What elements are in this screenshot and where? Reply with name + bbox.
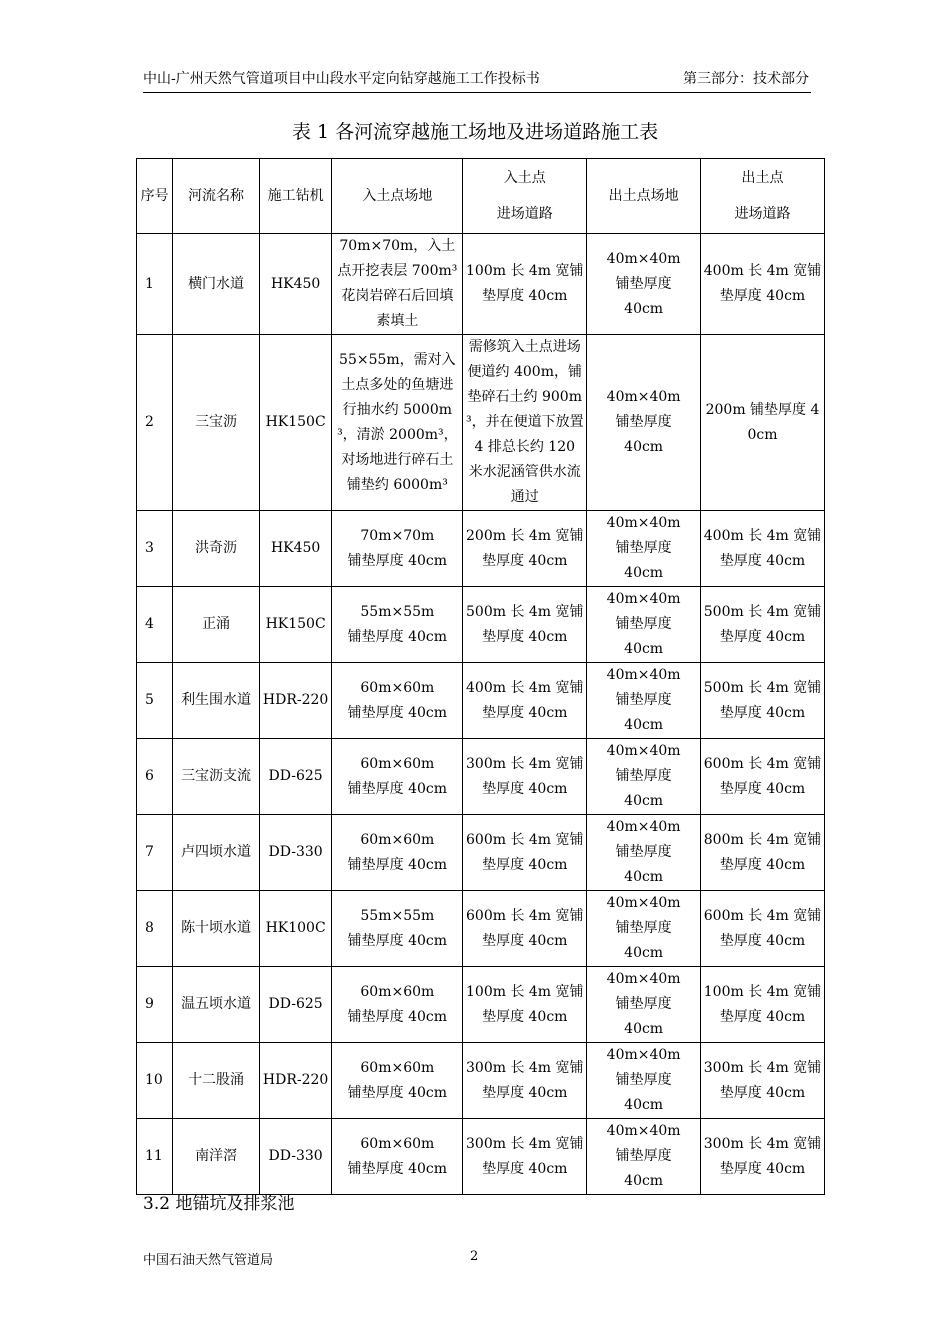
table-cell: 5 [137, 663, 173, 739]
table-cell: 100m 长 4m 宽铺垫厚度 40cm [463, 967, 587, 1043]
table-cell: 10 [137, 1043, 173, 1119]
table-cell: 40m×40m 铺垫厚度 40cm [587, 967, 701, 1043]
table-row [137, 967, 825, 1043]
table-cell: 55m×55m 铺垫厚度 40cm [332, 891, 463, 967]
table-cell: 70m×70m，入土点开挖表层 700m³花岗岩碎石后回填素填土 [332, 234, 463, 335]
table-cell: 洪奇沥 [173, 511, 260, 587]
table-cell: 500m 长 4m 宽铺垫厚度 40cm [701, 587, 825, 663]
table-cell: 300m 长 4m 宽铺垫厚度 40cm [463, 1119, 587, 1195]
table-cell: 40m×40m 铺垫厚度 40cm [587, 891, 701, 967]
table-cell: HDR-220 [259, 663, 332, 739]
table-cell: 8 [137, 891, 173, 967]
table-cell: DD-330 [259, 815, 332, 891]
table-cell: 40m×40m 铺垫厚度 40cm [587, 739, 701, 815]
table-cell: 100m 长 4m 宽铺垫厚度 40cm [463, 234, 587, 335]
table-cell: 40m×40m 铺垫厚度 40cm [587, 234, 701, 335]
table-cell: 800m 长 4m 宽铺垫厚度 40cm [701, 815, 825, 891]
table-cell: 600m 长 4m 宽铺垫厚度 40cm [463, 891, 587, 967]
table-cell: 70m×70m 铺垫厚度 40cm [332, 511, 463, 587]
table-cell: 40m×40m 铺垫厚度 40cm [587, 1119, 701, 1195]
table-cell: 温五顷水道 [173, 967, 260, 1043]
table-cell: 3 [137, 511, 173, 587]
table-cell: 400m 长 4m 宽铺垫厚度 40cm [701, 511, 825, 587]
column-header: 序号 [137, 159, 173, 234]
table-cell: 600m 长 4m 宽铺垫厚度 40cm [701, 739, 825, 815]
table-cell: 55m×55m 铺垫厚度 40cm [332, 587, 463, 663]
table-cell: 400m 长 4m 宽铺垫厚度 40cm [463, 663, 587, 739]
table-cell: 南洋滘 [173, 1119, 260, 1195]
table-cell: HK100C [259, 891, 332, 967]
table-cell: 4 [137, 587, 173, 663]
table-cell: 500m 长 4m 宽铺垫厚度 40cm [463, 587, 587, 663]
table-cell: 十二股涌 [173, 1043, 260, 1119]
table-cell: 卢四顷水道 [173, 815, 260, 891]
table-cell: 300m 长 4m 宽铺垫厚度 40cm [701, 1043, 825, 1119]
table-cell: 40m×40m 铺垫厚度 40cm [587, 335, 701, 511]
table-cell: 三宝沥 [173, 335, 260, 511]
table-row [137, 234, 825, 335]
table-title: 表 1 各河流穿越施工场地及进场道路施工表 [291, 121, 659, 143]
table-cell: 200m 长 4m 宽铺垫厚度 40cm [463, 511, 587, 587]
footer-organization: 中国石油天然气管道局 [143, 1253, 274, 1268]
table-row [137, 335, 825, 511]
table-cell: 7 [137, 815, 173, 891]
table-cell: 正涌 [173, 587, 260, 663]
table-cell: HK450 [259, 234, 332, 335]
table-cell: 60m×60m 铺垫厚度 40cm [332, 1119, 463, 1195]
table-cell: 60m×60m 铺垫厚度 40cm [332, 1043, 463, 1119]
table-row [137, 663, 825, 739]
table-cell: 600m 长 4m 宽铺垫厚度 40cm [701, 891, 825, 967]
table-cell: 60m×60m 铺垫厚度 40cm [332, 815, 463, 891]
table-cell: DD-625 [259, 967, 332, 1043]
header-section-name: 第三部分：技术部分 [683, 71, 809, 87]
table-cell: 利生围水道 [173, 663, 260, 739]
table-row [137, 587, 825, 663]
table-cell: 40m×40m 铺垫厚度 40cm [587, 511, 701, 587]
table-cell: 40m×40m 铺垫厚度 40cm [587, 587, 701, 663]
table-cell: 300m 长 4m 宽铺垫厚度 40cm [463, 739, 587, 815]
table-cell: 60m×60m 铺垫厚度 40cm [332, 739, 463, 815]
table-cell: 6 [137, 739, 173, 815]
table-cell: 11 [137, 1119, 173, 1195]
table-cell: 300m 长 4m 宽铺垫厚度 40cm [463, 1043, 587, 1119]
table-row [137, 739, 825, 815]
column-header: 入土点场地 [332, 159, 463, 234]
table-cell: 需修筑入土点进场便道约 400m，铺垫碎石土约 900m³，并在便道下放置 4 排总长约 120 米水泥涵管供水流通过 [463, 335, 587, 511]
column-header: 施工钻机 [259, 159, 332, 234]
table-row [137, 1119, 825, 1195]
header-document-title: 中山-广州天然气管道项目中山段水平定向钻穿越施工工作投标书 [143, 71, 540, 87]
table-cell: 60m×60m 铺垫厚度 40cm [332, 967, 463, 1043]
table-cell: 55×55m，需对入土点多处的鱼塘进行抽水约 5000m³，清淤 2000m³，对场地进行碎石土铺垫约 6000m³ [332, 335, 463, 511]
table-row [137, 1043, 825, 1119]
page-header [143, 70, 811, 93]
table-cell: 40m×40m 铺垫厚度 40cm [587, 663, 701, 739]
section-heading: 3.2 地锚坑及排浆池 [143, 1194, 295, 1214]
table-cell: 400m 长 4m 宽铺垫厚度 40cm [701, 234, 825, 335]
page-number: 2 [470, 1249, 479, 1264]
table-cell: 200m 铺垫厚度 40cm [701, 335, 825, 511]
table-cell: 2 [137, 335, 173, 511]
table-cell: 三宝沥支流 [173, 739, 260, 815]
table-cell: 300m 长 4m 宽铺垫厚度 40cm [701, 1119, 825, 1195]
column-header: 出土点场地 [587, 159, 701, 234]
table-row [137, 891, 825, 967]
column-header: 出土点 进场道路 [701, 159, 825, 234]
table-cell: 100m 长 4m 宽铺垫厚度 40cm [701, 967, 825, 1043]
table-row [137, 815, 825, 891]
table-cell: DD-625 [259, 739, 332, 815]
table-cell: 陈十顷水道 [173, 891, 260, 967]
table-cell: 横门水道 [173, 234, 260, 335]
table-cell: 1 [137, 234, 173, 335]
table-cell: 9 [137, 967, 173, 1043]
table-cell: HK150C [259, 335, 332, 511]
table-cell: DD-330 [259, 1119, 332, 1195]
construction-table [136, 158, 825, 1195]
table-cell: 600m 长 4m 宽铺垫厚度 40cm [463, 815, 587, 891]
table-row [137, 511, 825, 587]
table-cell: HK450 [259, 511, 332, 587]
column-header: 河流名称 [173, 159, 260, 234]
table-cell: 500m 长 4m 宽铺垫厚度 40cm [701, 663, 825, 739]
column-header: 入土点 进场道路 [463, 159, 587, 234]
table-cell: HDR-220 [259, 1043, 332, 1119]
table-cell: HK150C [259, 587, 332, 663]
table-header-row [137, 159, 825, 234]
table-cell: 60m×60m 铺垫厚度 40cm [332, 663, 463, 739]
table-cell: 40m×40m 铺垫厚度 40cm [587, 815, 701, 891]
table-cell: 40m×40m 铺垫厚度 40cm [587, 1043, 701, 1119]
